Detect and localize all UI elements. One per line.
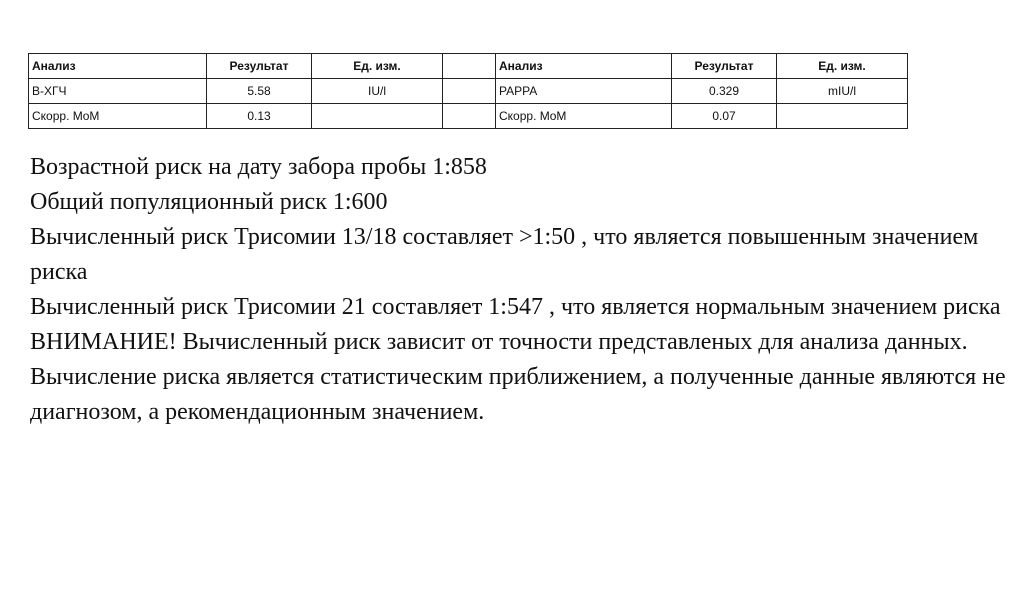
cell-unit-2: mIU/l [777, 79, 908, 104]
cell-spacer [443, 79, 496, 104]
table-header-row [29, 54, 908, 79]
header-cell-unit: Ед. изм. [312, 54, 443, 79]
risk-report-text [30, 150, 1010, 430]
cell-analysis: Скорр. MoM [29, 104, 207, 129]
age-risk-line: Возрастной риск на дату забора пробы 1:858 [30, 154, 487, 180]
header-cell-analysis-2: Анализ [496, 54, 672, 79]
cell-result-2: 0.329 [672, 79, 777, 104]
cell-analysis-2: PAPPA [496, 79, 672, 104]
cell-result: 5.58 [207, 79, 312, 104]
cell-analysis: B-ХГЧ [29, 79, 207, 104]
header-cell-spacer [443, 54, 496, 79]
cell-spacer [443, 104, 496, 129]
disclaimer-line: Вычисление риска является статистическим приближением, а полученные данные являются не диагнозом, а рекомендационным значением. [30, 364, 1006, 425]
header-cell-analysis: Анализ [29, 54, 207, 79]
results-table [28, 53, 908, 129]
header-cell-result: Результат [207, 54, 312, 79]
attention-warning-line: ВНИМАНИЕ! Вычисленный риск зависит от точности представленых для анализа данных. [30, 329, 968, 355]
cell-result: 0.13 [207, 104, 312, 129]
trisomy-21-risk-line: Вычисленный риск Трисомии 21 составляет 1:547 , что является нормальным значением риска [30, 294, 1001, 320]
population-risk-line: Общий популяционный риск 1:600 [30, 189, 388, 215]
header-cell-result-2: Результат [672, 54, 777, 79]
table-row [29, 104, 908, 129]
table-row [29, 79, 908, 104]
trisomy-13-18-risk-line: Вычисленный риск Трисомии 13/18 составляет >1:50 , что является повышенным значением риска [30, 224, 979, 285]
cell-result-2: 0.07 [672, 104, 777, 129]
cell-analysis-2: Скорр. MoM [496, 104, 672, 129]
cell-unit: IU/l [312, 79, 443, 104]
cell-unit [312, 104, 443, 129]
cell-unit-2 [777, 104, 908, 129]
header-cell-unit-2: Ед. изм. [777, 54, 908, 79]
